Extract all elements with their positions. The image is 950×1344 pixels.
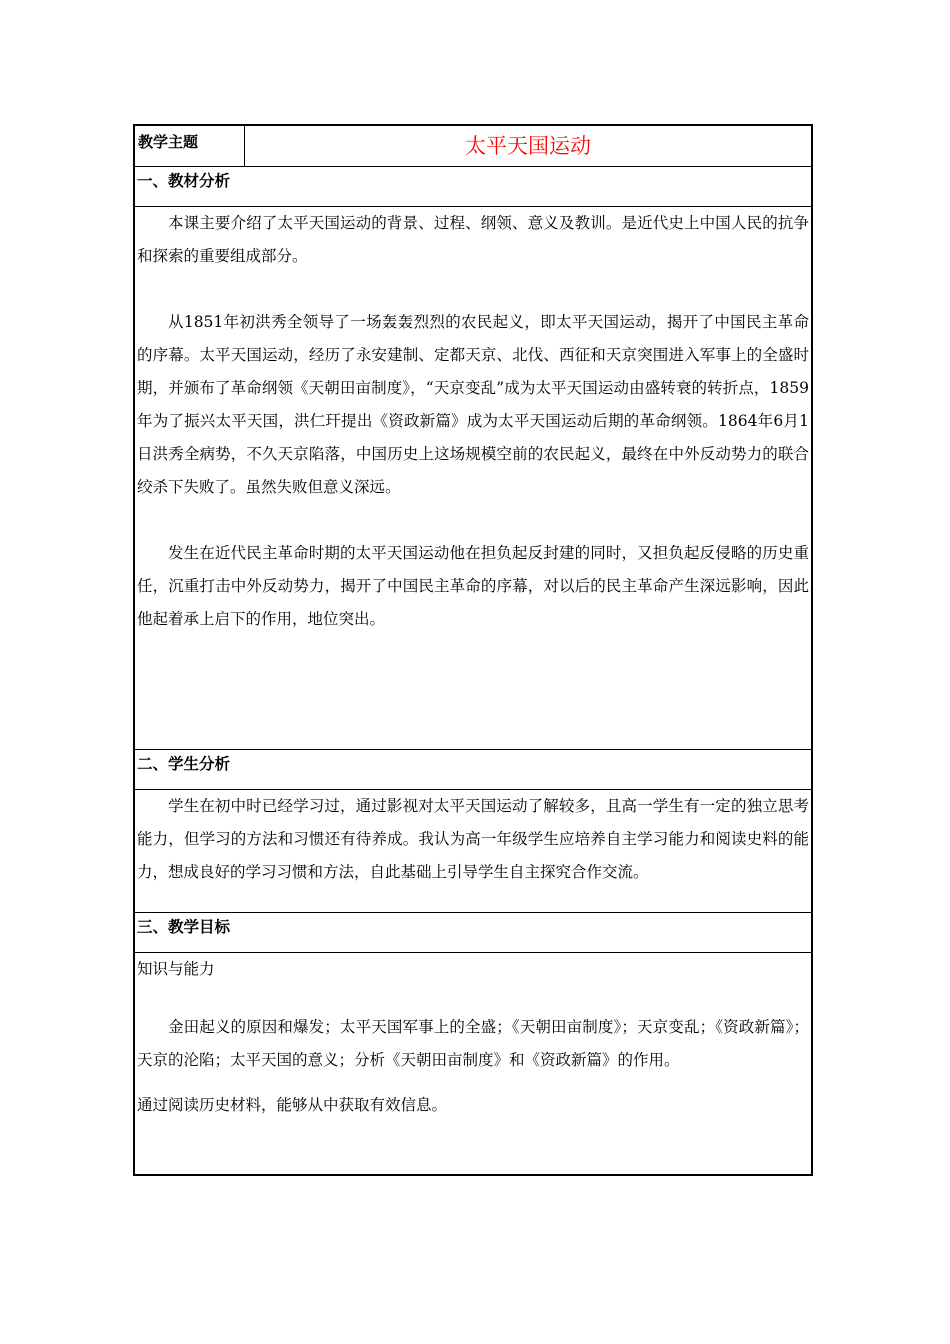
section-body-goals	[135, 952, 811, 1174]
material-paragraph: 从1851年初洪秀全领导了一场轰轰烈烈的农民起义，即太平天国运动，揭开了中国民主革命的序幕。太平天国运动，经历了永安建制、定都天京、北伐、西征和天京突围进入军事上的全盛时期，并颁布了革命纲领《天朝田亩制度》，“天京变乱”成为太平天国运动由盛转衰的转折点，1859年为了振兴太平天国，洪仁玕提出《资政新篇》成为太平天国运动后期的革命纲领。1864年6月1日洪秀全病势，不久天京陷落，中国历史上这场规模空前的农民起义，最终在中外反动势力的联合绞杀下失败了。虽然失败但意义深远。	[137, 313, 809, 496]
goals-subheading: 知识与能力	[137, 960, 215, 978]
section-heading-students: 二、学生分析	[135, 749, 811, 789]
material-paragraph: 发生在近代民主革命时期的太平天国运动他在担负起反封建的同时，又担负起反侵略的历史重任，沉重打击中外反动势力，揭开了中国民主革命的序幕，对以后的民主革命产生深远影响，因此他起着承上启下的作用，地位突出。	[137, 544, 809, 628]
goals-paragraph: 金田起义的原因和爆发；太平天国军事上的全盛；《天朝田亩制度》；天京变乱；《资政新篇》；天京的沦陷；太平天国的意义；分析《天朝田亩制度》和《资政新篇》的作用。	[137, 1018, 809, 1069]
topic-row	[135, 126, 811, 166]
section-heading-goals: 三、教学目标	[135, 912, 811, 952]
topic-label: 教学主题	[135, 126, 245, 166]
lesson-plan-table	[133, 124, 813, 1176]
section-body-students	[135, 789, 811, 912]
section-heading-material: 一、教材分析	[135, 166, 811, 206]
goals-paragraph: 通过阅读历史材料，能够从中获取有效信息。	[137, 1096, 448, 1114]
topic-title: 太平天国运动	[465, 134, 591, 158]
material-paragraph: 本课主要介绍了太平天国运动的背景、过程、纲领、意义及教训。是近代史上中国人民的抗争和探索的重要组成部分。	[137, 214, 809, 265]
students-paragraph: 学生在初中时已经学习过，通过影视对太平天国运动了解较多，且高一学生有一定的独立思考能力，但学习的方法和习惯还有待养成。我认为高一年级学生应培养自主学习能力和阅读史料的能力，想成良好的学习习惯和方法，自此基础上引导学生自主探究合作交流。	[137, 797, 809, 881]
section-body-material	[135, 206, 811, 749]
